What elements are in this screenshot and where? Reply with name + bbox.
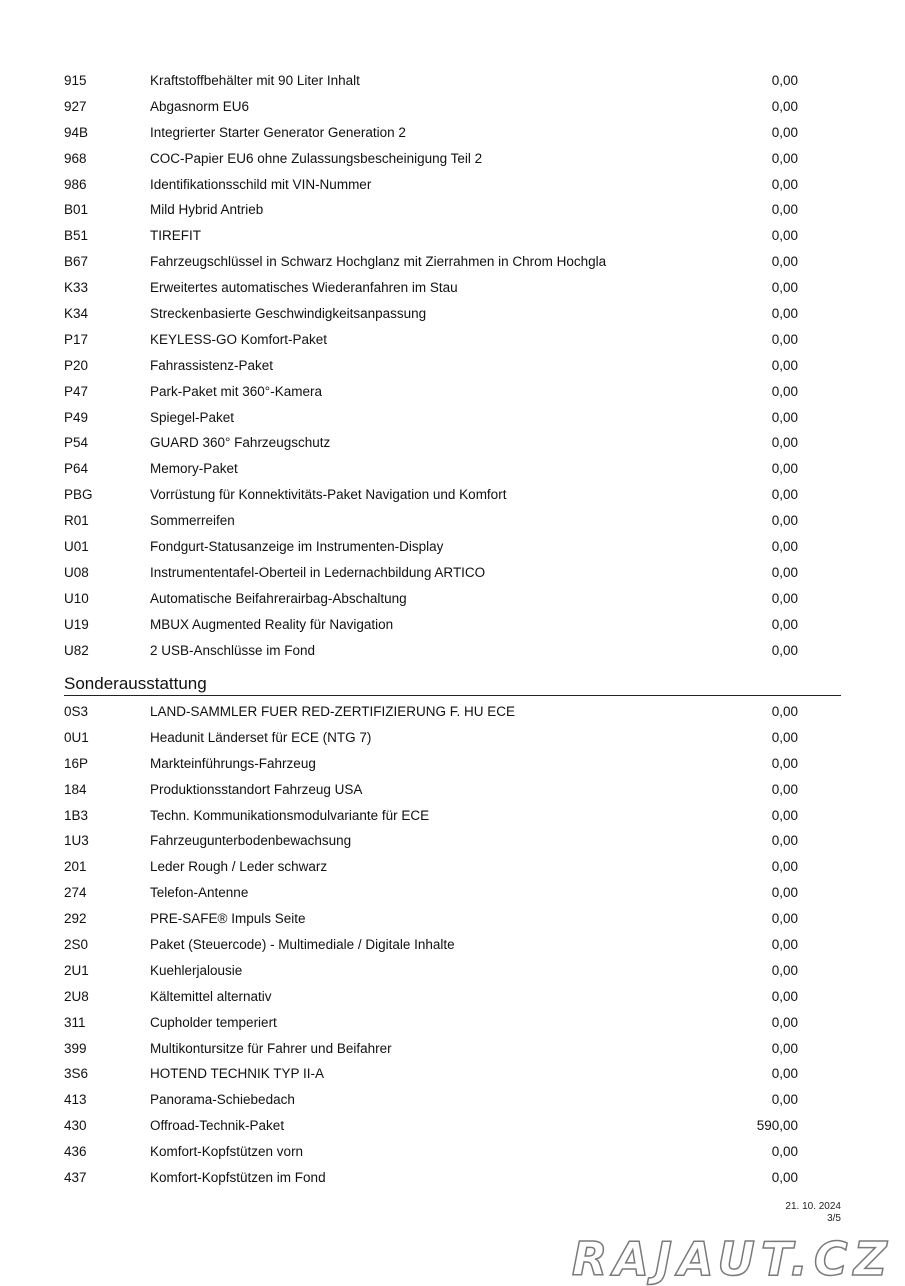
option-code: K34: [64, 306, 89, 322]
section-title: Sonderausstattung: [64, 674, 207, 693]
table-row: [0, 96, 905, 122]
table-row: [0, 510, 905, 536]
option-code: 436: [64, 1144, 87, 1160]
option-price: 0,00: [771, 487, 798, 503]
option-code: 94B: [64, 124, 89, 140]
option-description: Mild Hybrid Antrieb: [150, 202, 264, 218]
table-row: [0, 805, 905, 831]
option-code: U82: [64, 642, 89, 658]
table-row: [0, 407, 905, 433]
option-code: R01: [64, 513, 89, 529]
option-code: 201: [64, 859, 87, 875]
table-row: [0, 908, 905, 934]
option-description: Instrumententafel-Oberteil in Ledernachbildung ARTICO: [150, 564, 486, 580]
option-description: GUARD 360° Fahrzeugschutz: [150, 435, 331, 451]
table-row: [0, 251, 905, 277]
option-code: 0U1: [64, 729, 89, 745]
option-price: 0,00: [771, 176, 798, 192]
table-row: [0, 536, 905, 562]
table-row: [0, 1167, 905, 1193]
option-price: 0,00: [771, 833, 798, 849]
option-code: 274: [64, 885, 87, 901]
table-row: [0, 225, 905, 251]
option-price: 0,00: [771, 642, 798, 658]
table-row: [0, 562, 905, 588]
option-description: COC-Papier EU6 ohne Zulassungsbescheinigung Teil 2: [150, 150, 483, 166]
option-code: 986: [64, 176, 87, 192]
table-row: [0, 1089, 905, 1115]
table-row: [0, 148, 905, 174]
equipment-list-top: [0, 70, 905, 665]
option-description: Kuehlerjalousie: [150, 962, 243, 978]
option-price: 0,00: [771, 755, 798, 771]
table-row: [0, 960, 905, 986]
option-price: 0,00: [771, 937, 798, 953]
table-row: [0, 432, 905, 458]
option-code: 311: [64, 1014, 86, 1030]
option-description: MBUX Augmented Reality für Navigation: [150, 616, 394, 632]
option-description: Produktionsstandort Fahrzeug USA: [150, 781, 363, 797]
option-code: 968: [64, 150, 87, 166]
table-row: [0, 727, 905, 753]
option-code: P49: [64, 409, 89, 425]
option-price: 0,00: [771, 73, 798, 88]
option-price: 0,00: [771, 98, 798, 114]
table-row: [0, 753, 905, 779]
option-code: 430: [64, 1118, 87, 1134]
option-code: 2U1: [64, 962, 89, 978]
footer-page-number: 3/5: [827, 1213, 841, 1224]
option-price: 0,00: [771, 1040, 798, 1056]
table-row: [0, 614, 905, 640]
page-footer: [785, 1201, 841, 1225]
table-row: [0, 882, 905, 908]
option-code: 413: [64, 1092, 87, 1108]
option-description: Automatische Beifahrerairbag-Abschaltung: [150, 590, 407, 606]
option-price: 0,00: [771, 564, 798, 580]
option-code: B67: [64, 254, 89, 270]
table-row: [0, 1012, 905, 1038]
option-description: Kraftstoffbehälter mit 90 Liter Inhalt: [150, 73, 360, 88]
option-price: 0,00: [771, 539, 798, 555]
option-code: 399: [64, 1040, 87, 1056]
table-row: [0, 303, 905, 329]
option-price: 0,00: [771, 124, 798, 140]
option-price: 0,00: [771, 228, 798, 244]
table-row: [0, 856, 905, 882]
table-row: [0, 484, 905, 510]
option-price: 0,00: [771, 1066, 798, 1082]
option-description: Fondgurt-Statusanzeige im Instrumenten-Display: [150, 539, 444, 555]
table-row: [0, 588, 905, 614]
option-description: Cupholder temperiert: [150, 1014, 277, 1030]
option-code: U19: [64, 616, 89, 632]
table-row: [0, 1115, 905, 1141]
option-price: 0,00: [771, 1092, 798, 1108]
option-code: P64: [64, 461, 89, 477]
option-price: 0,00: [771, 513, 798, 529]
option-description: Telefon-Antenne: [150, 885, 249, 901]
option-price: 0,00: [771, 962, 798, 978]
option-price: 0,00: [771, 616, 798, 632]
option-code: 0S3: [64, 704, 89, 719]
option-description: Multikontursitze für Fahrer und Beifahrer: [150, 1040, 392, 1056]
table-row: [0, 70, 905, 96]
option-description: TIREFIT: [150, 228, 201, 244]
option-description: Memory-Paket: [150, 461, 238, 477]
option-description: Leder Rough / Leder schwarz: [150, 859, 328, 875]
table-row: [0, 701, 905, 727]
option-code: 1B3: [64, 807, 89, 823]
option-description: Vorrüstung für Konnektivitäts-Paket Navigation und Komfort: [150, 487, 507, 503]
table-row: [0, 779, 905, 805]
option-description: Komfort-Kopfstützen im Fond: [150, 1170, 326, 1186]
table-row: [0, 1063, 905, 1089]
table-row: [0, 830, 905, 856]
option-price: 0,00: [771, 1144, 798, 1160]
table-row: [0, 174, 905, 200]
table-row: [0, 1141, 905, 1167]
option-code: 915: [64, 73, 87, 88]
option-description: HOTEND TECHNIK TYP II-A: [150, 1066, 325, 1082]
option-description: 2 USB-Anschlüsse im Fond: [150, 642, 316, 658]
option-price: 590,00: [756, 1118, 798, 1134]
option-description: Abgasnorm EU6: [150, 98, 250, 114]
option-description: Offroad-Technik-Paket: [150, 1118, 285, 1134]
option-code: P47: [64, 383, 89, 399]
option-price: 0,00: [771, 807, 798, 823]
option-code: 292: [64, 911, 87, 927]
table-row: [0, 640, 905, 666]
option-price: 0,00: [771, 859, 798, 875]
option-price: 0,00: [771, 202, 798, 218]
option-code: B51: [64, 228, 89, 244]
option-code: 1U3: [64, 833, 89, 849]
option-description: Streckenbasierte Geschwindigkeitsanpassung: [150, 306, 427, 322]
option-price: 0,00: [771, 254, 798, 270]
option-code: 2U8: [64, 988, 89, 1004]
option-description: Park-Paket mit 360°-Kamera: [150, 383, 322, 399]
option-price: 0,00: [771, 911, 798, 927]
watermark-logo: RAJAUT.CZ: [571, 1232, 893, 1286]
option-description: Spiegel-Paket: [150, 409, 235, 425]
option-description: PRE-SAFE® Impuls Seite: [150, 911, 306, 927]
option-price: 0,00: [771, 280, 798, 296]
option-description: KEYLESS-GO Komfort-Paket: [150, 331, 328, 347]
option-price: 0,00: [771, 988, 798, 1004]
option-description: Fahrzeugunterbodenbewachsung: [150, 833, 352, 849]
option-price: 0,00: [771, 357, 798, 373]
option-code: P17: [64, 331, 89, 347]
footer-date: 21. 10. 2024: [785, 1201, 841, 1212]
option-price: 0,00: [771, 383, 798, 399]
table-row: [0, 277, 905, 303]
option-code: 437: [64, 1170, 87, 1186]
section-header: [64, 673, 841, 696]
equipment-list-special: [0, 701, 905, 1193]
option-code: P20: [64, 357, 89, 373]
option-price: 0,00: [771, 409, 798, 425]
table-row: [0, 355, 905, 381]
table-row: [0, 986, 905, 1012]
option-price: 0,00: [771, 1014, 798, 1030]
option-price: 0,00: [771, 729, 798, 745]
option-description: Panorama-Schiebedach: [150, 1092, 295, 1108]
option-price: 0,00: [771, 461, 798, 477]
option-code: 2S0: [64, 937, 89, 953]
option-price: 0,00: [771, 704, 798, 719]
option-code: K33: [64, 280, 89, 296]
option-description: Erweitertes automatisches Wiederanfahren im Stau: [150, 280, 458, 296]
option-price: 0,00: [771, 781, 798, 797]
table-row: [0, 381, 905, 407]
option-description: Headunit Länderset für ECE (NTG 7): [150, 729, 372, 745]
table-row: [0, 458, 905, 484]
option-code: 184: [64, 781, 87, 797]
option-price: 0,00: [771, 1170, 798, 1186]
option-code: U10: [64, 590, 89, 606]
option-code: 16P: [64, 755, 89, 771]
option-description: Techn. Kommunikationsmodulvariante für ECE: [150, 807, 430, 823]
option-description: Fahrassistenz-Paket: [150, 357, 274, 373]
option-code: 3S6: [64, 1066, 89, 1082]
option-description: Sommerreifen: [150, 513, 235, 529]
table-row: [0, 1038, 905, 1064]
option-code: B01: [64, 202, 89, 218]
table-row: [0, 934, 905, 960]
option-description: Paket (Steuercode) - Multimediale / Digitale Inhalte: [150, 937, 455, 953]
option-code: 927: [64, 98, 87, 114]
option-price: 0,00: [771, 590, 798, 606]
option-description: Identifikationsschild mit VIN-Nummer: [150, 176, 372, 192]
option-code: U01: [64, 539, 89, 555]
option-description: Kältemittel alternativ: [150, 988, 272, 1004]
table-row: [0, 122, 905, 148]
option-description: Fahrzeugschlüssel in Schwarz Hochglanz mit Zierrahmen in Chrom Hochgla: [150, 254, 607, 270]
table-row: [0, 329, 905, 355]
option-description: Integrierter Starter Generator Generation 2: [150, 124, 406, 140]
option-price: 0,00: [771, 150, 798, 166]
option-code: P54: [64, 435, 89, 451]
option-description: Komfort-Kopfstützen vorn: [150, 1144, 304, 1160]
option-code: PBG: [64, 487, 93, 503]
option-price: 0,00: [771, 306, 798, 322]
option-description: Markteinführungs-Fahrzeug: [150, 755, 316, 771]
option-price: 0,00: [771, 331, 798, 347]
option-price: 0,00: [771, 435, 798, 451]
option-description: LAND-SAMMLER FUER RED-ZERTIFIZIERUNG F. HU ECE: [150, 704, 516, 719]
table-row: [0, 199, 905, 225]
option-code: U08: [64, 564, 89, 580]
option-price: 0,00: [771, 885, 798, 901]
